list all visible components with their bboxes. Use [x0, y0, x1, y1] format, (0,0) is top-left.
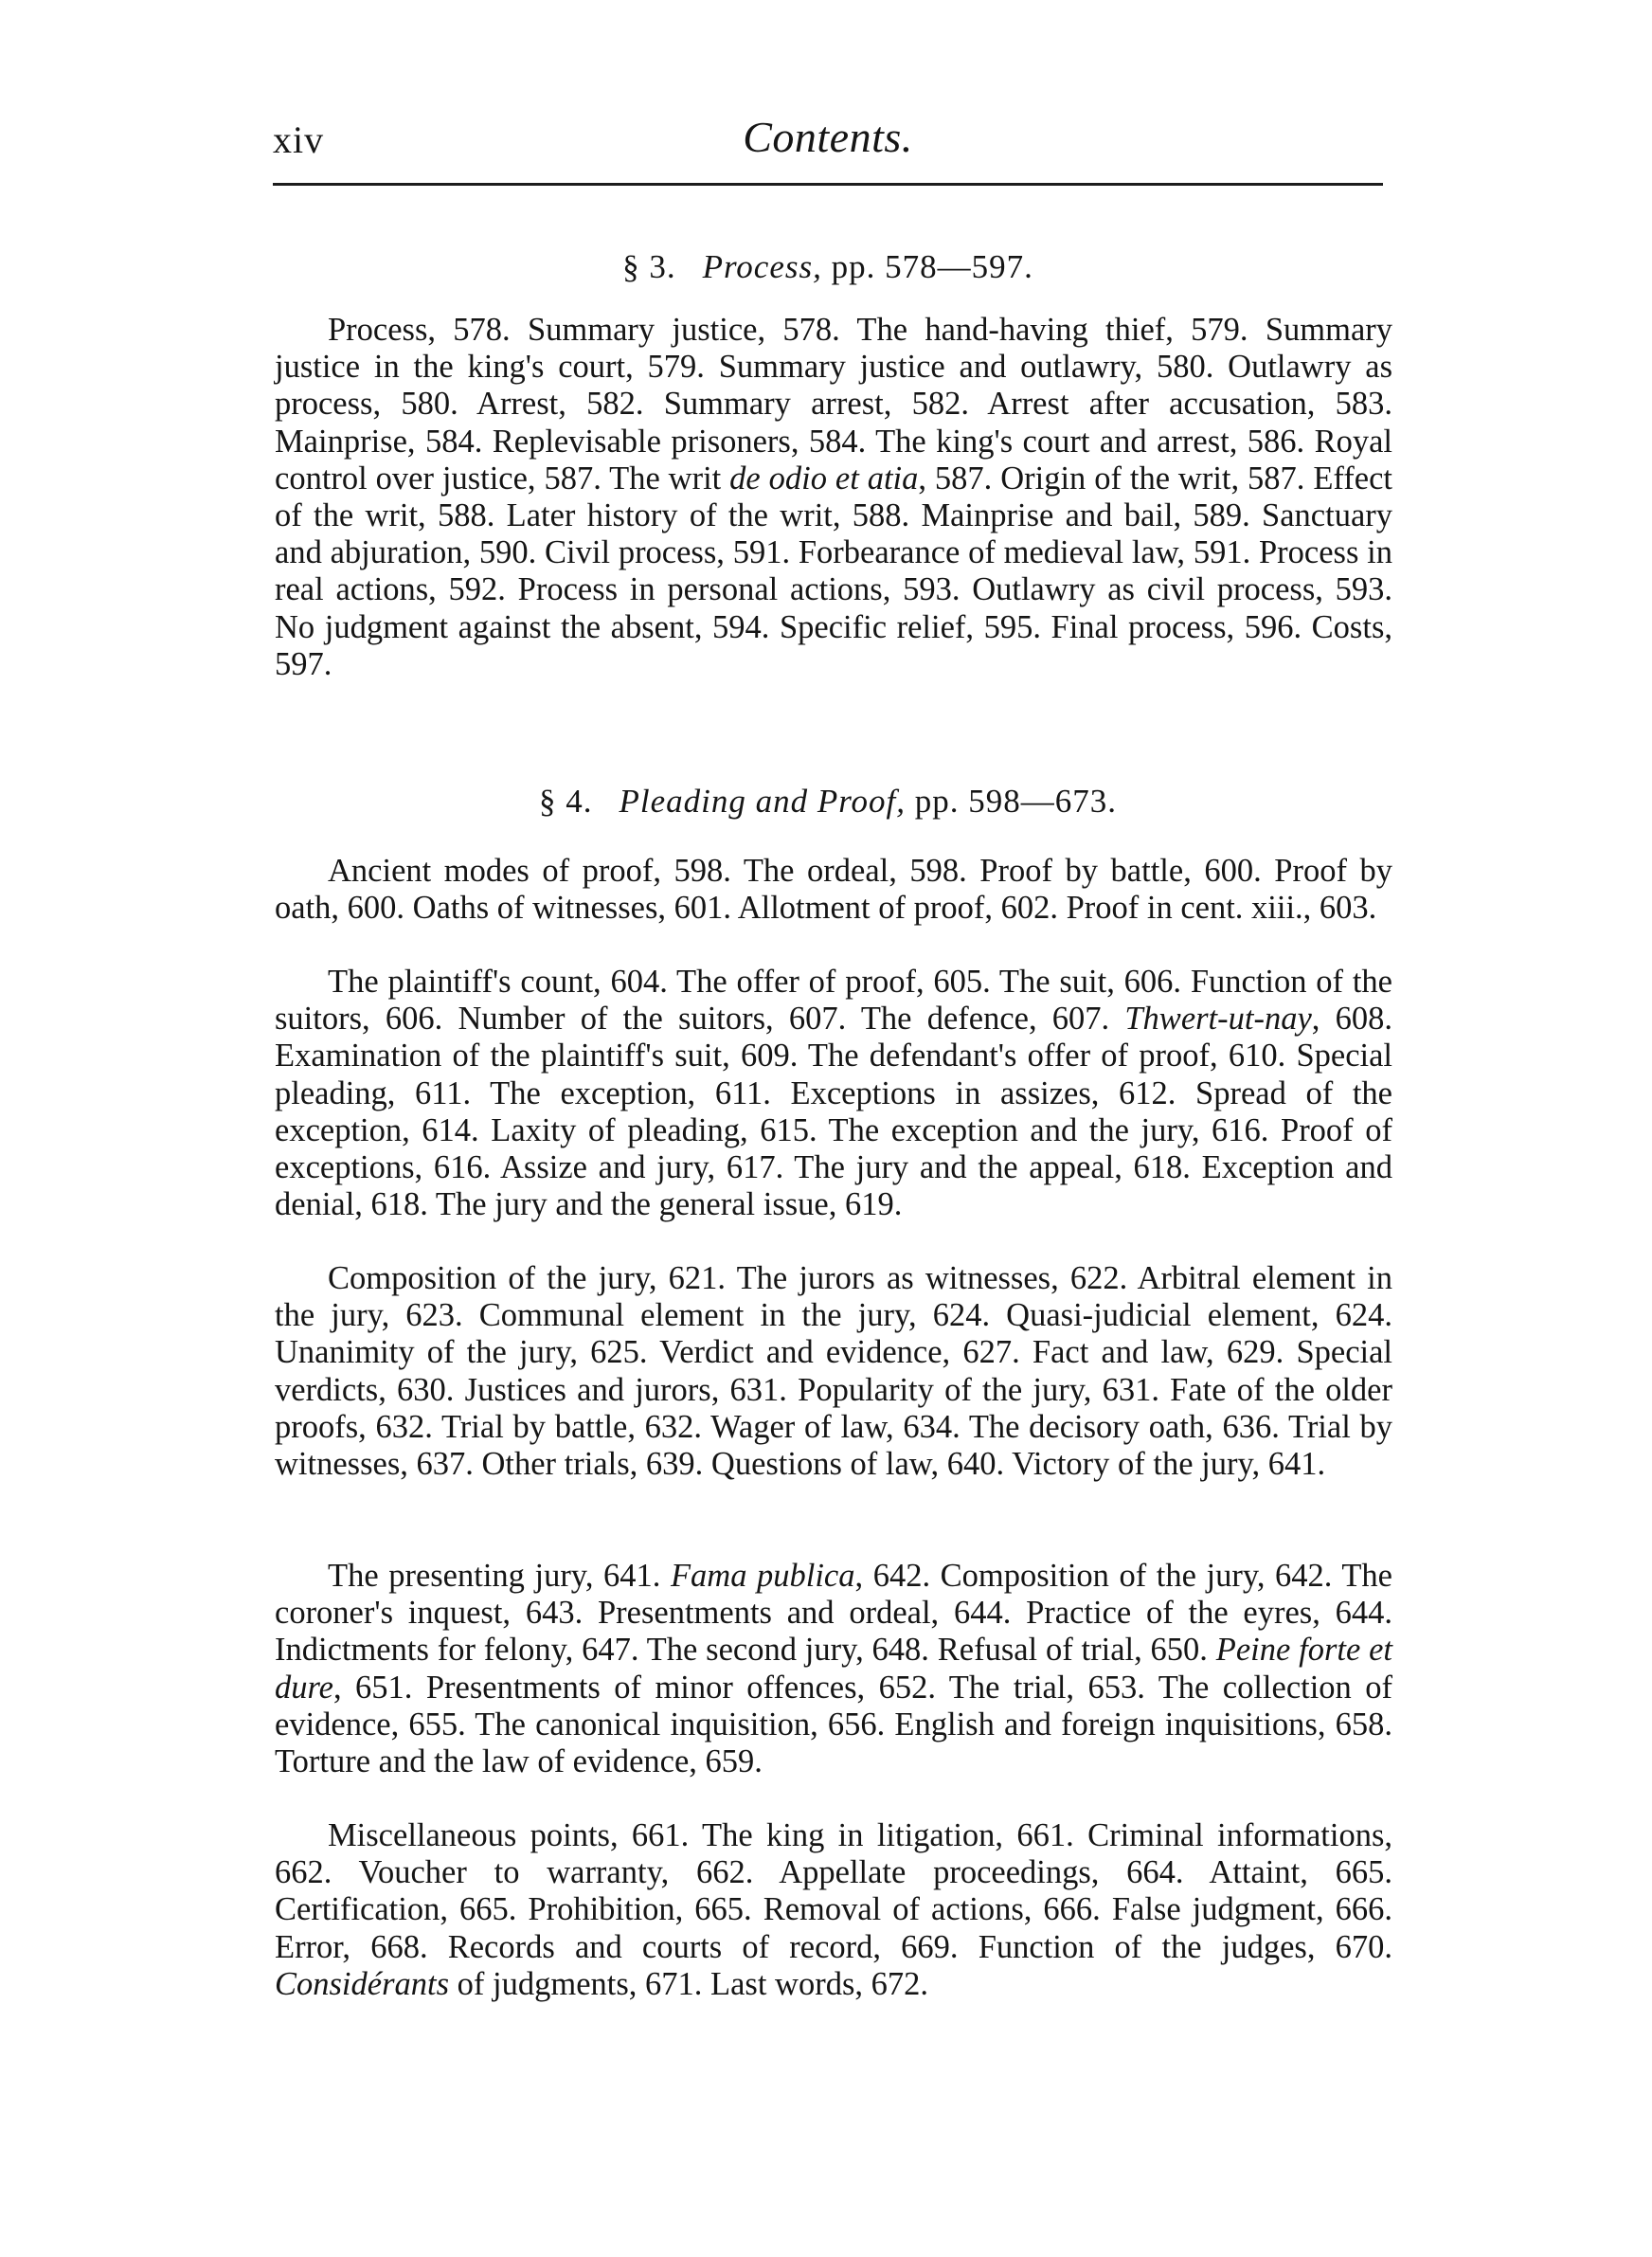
- page-folio: xiv: [273, 118, 325, 161]
- section-name: Process,: [702, 248, 822, 285]
- section-4-paragraph: Ancient modes of proof, 598. The ordeal, 598. Proof by battle, 600. Proof by oath, 600. Oaths of witnesses, 601. Allotment of proof, 602. Proof in cent. xiii., 603.: [275, 853, 1392, 927]
- section-4-paragraph: Miscellaneous points, 661. The king in litigation, 661. Criminal informations, 662. Voucher to warranty, 662. Appellate proceedings, 664. Attaint, 665. Certification, 665. Prohibition, 665. Removal of actions, 666. False judgment, 666. Error, 668. Records and courts of record, 669. Function of the judges, 670. Considérants of judgments, 671. Last words, 672.: [275, 1817, 1392, 2002]
- page-title: Contents.: [743, 113, 913, 161]
- section-name: Pleading and Proof,: [619, 783, 907, 820]
- running-head: [273, 112, 1383, 172]
- section-pages: pp. 578—597.: [831, 248, 1033, 285]
- section-number: § 3.: [622, 248, 676, 285]
- section-4-paragraph: The presenting jury, 641. Fama publica, 642. Composition of the jury, 642. The coroner's inquest, 643. Presentments and ordeal, 644. Practice of the eyres, 644. Indictments for felony, 647. The second jury, 648. Refusal of trial, 650. Peine forte et dure, 651. Presentments of minor offences, 652. The trial, 653. The collection of evidence, 655. The canonical inquisition, 656. English and foreign inquisitions, 658. Torture and the law of evidence, 659.: [275, 1558, 1392, 1780]
- header-rule: [273, 183, 1383, 186]
- section-3-heading: [273, 248, 1383, 286]
- section-4-paragraph: Composition of the jury, 621. The jurors as witnesses, 622. Arbitral element in the jury, 623. Communal element in the jury, 624. Quasi-judicial element, 624. Unanimity of the jury, 625. Verdict and evidence, 627. Fact and law, 629. Special verdicts, 630. Justices and jurors, 631. Popularity of the jury, 631. Fate of the older proofs, 632. Trial by battle, 632. Wager of law, 634. The decisory oath, 636. Trial by witnesses, 637. Other trials, 639. Questions of law, 640. Victory of the jury, 641.: [275, 1260, 1392, 1483]
- section-number: § 4.: [538, 783, 593, 820]
- section-4-heading: [273, 783, 1383, 821]
- section-3-paragraph: Process, 578. Summary justice, 578. The hand-having thief, 579. Summary justice in the king's court, 579. Summary justice and outlawry, 580. Outlawry as process, 580. Arrest, 582. Summary arrest, 582. Arrest after accusation, 583. Mainprise, 584. Replevisable prisoners, 584. The king's court and arrest, 586. Royal control over justice, 587. The writ de odio et atia, 587. Origin of the writ, 587. Effect of the writ, 588. Later history of the writ, 588. Mainprise and bail, 589. Sanctuary and abjuration, 590. Civil process, 591. Forbearance of medieval law, 591. Process in real actions, 592. Process in personal actions, 593. Outlawry as civil process, 593. No judgment against the absent, 594. Specific relief, 595. Final process, 596. Costs, 597.: [275, 312, 1392, 682]
- section-4-paragraph: The plaintiff's count, 604. The offer of proof, 605. The suit, 606. Function of the suitors, 606. Number of the suitors, 607. The defence, 607. Thwert-ut-nay, 608. Examination of the plaintiff's suit, 609. The defendant's offer of proof, 610. Special pleading, 611. The exception, 611. Exceptions in assizes, 612. Spread of the exception, 614. Laxity of pleading, 615. The exception and the jury, 616. Proof of exceptions, 616. Assize and jury, 617. The jury and the appeal, 618. Exception and denial, 618. The jury and the general issue, 619.: [275, 964, 1392, 1223]
- section-pages: pp. 598—673.: [914, 783, 1118, 820]
